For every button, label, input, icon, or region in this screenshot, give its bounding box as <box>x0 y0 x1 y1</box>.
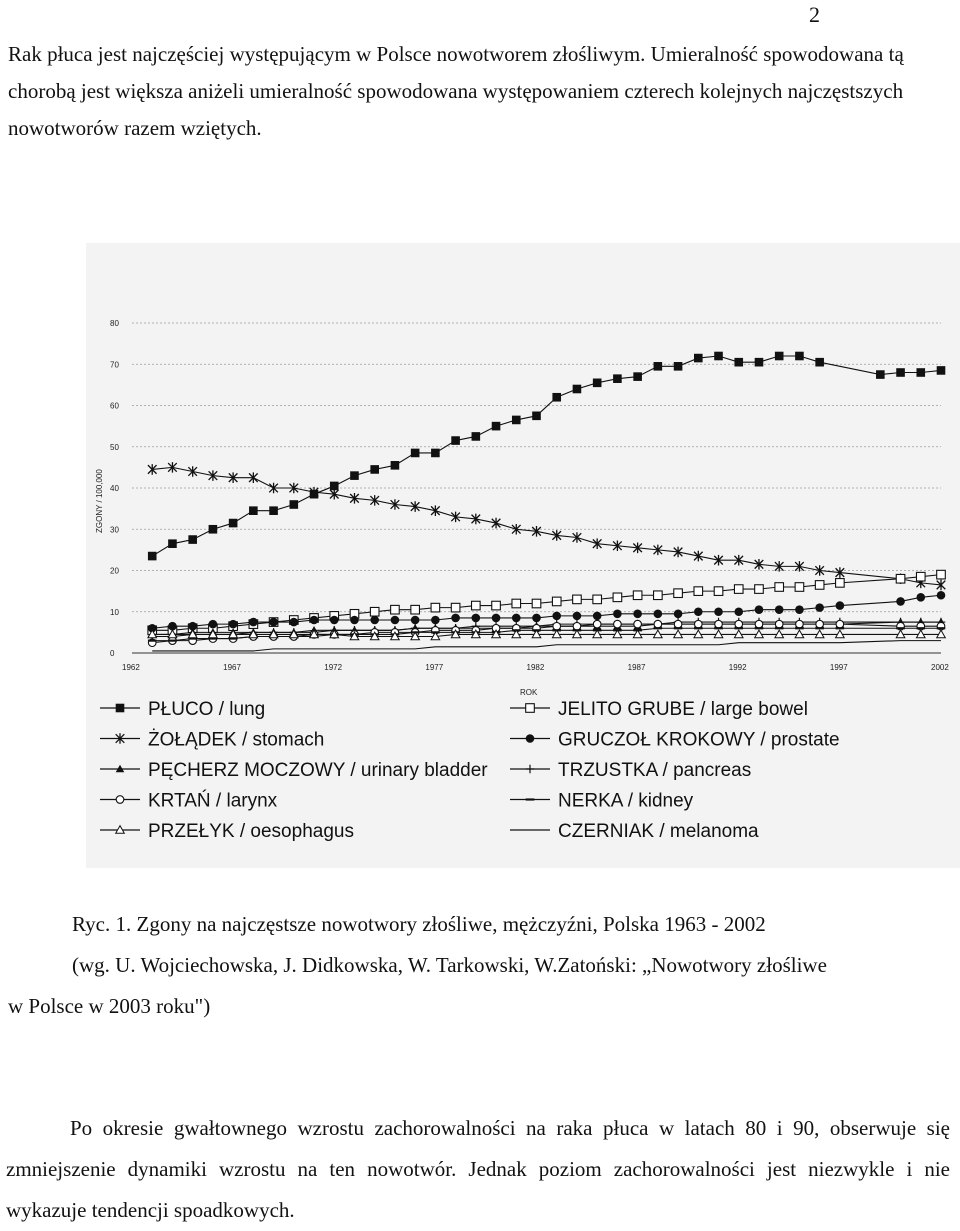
point-larynx <box>654 620 662 628</box>
point-prostate <box>451 614 460 623</box>
legend-entry <box>510 821 759 842</box>
point-lung <box>148 552 157 561</box>
point-larynx <box>573 622 581 630</box>
point-lung <box>896 368 905 377</box>
point-prostate <box>411 616 420 625</box>
point-prostate <box>492 614 501 623</box>
point-prostate <box>310 616 319 625</box>
legend-entry <box>100 760 488 781</box>
y-tick-label: 0 <box>110 649 115 658</box>
x-tick-label: 1977 <box>425 663 444 672</box>
point-prostate <box>593 612 602 621</box>
point-larynx <box>735 620 743 628</box>
x-tick-label: 1967 <box>223 663 241 672</box>
legend-label: PRZEŁYK / oesophagus <box>148 821 354 842</box>
y-tick-label: 70 <box>110 360 119 370</box>
point-prostate <box>573 612 582 621</box>
point-prostate <box>674 610 683 619</box>
point-lung <box>795 352 804 361</box>
chart-legend <box>100 699 840 842</box>
legend-entry <box>100 791 278 812</box>
point-prostate <box>734 607 743 616</box>
point-prostate <box>290 618 299 627</box>
chart-svg <box>86 243 960 868</box>
point-larynx <box>614 620 622 628</box>
legend-entry <box>100 699 265 720</box>
point-stomach <box>492 518 501 529</box>
point-prostate <box>937 591 946 600</box>
point-prostate <box>795 605 804 614</box>
point-stomach <box>188 466 197 477</box>
legend-entry <box>100 730 324 751</box>
point-prostate <box>532 614 541 623</box>
point-large-bowel <box>755 585 764 594</box>
point-lung <box>512 416 521 425</box>
point-large-bowel <box>795 583 804 592</box>
point-lung <box>391 461 400 470</box>
point-larynx <box>674 620 682 628</box>
point-large-bowel <box>431 603 440 612</box>
point-prostate <box>350 616 359 625</box>
point-large-bowel <box>370 607 379 616</box>
legend-entry <box>100 821 354 842</box>
point-prostate <box>896 597 905 606</box>
point-large-bowel <box>512 599 521 608</box>
point-prostate <box>209 620 218 629</box>
point-lung <box>937 366 946 375</box>
series-line-melanoma <box>152 641 941 651</box>
point-prostate <box>472 614 481 623</box>
point-large-bowel <box>654 591 663 600</box>
point-lung <box>532 412 541 421</box>
point-lung <box>654 362 663 371</box>
point-larynx <box>816 620 824 628</box>
legend-label: NERKA / kidney <box>558 790 694 812</box>
point-lung <box>350 471 359 480</box>
series-line-lung <box>152 356 941 556</box>
point-stomach <box>694 551 703 562</box>
y-tick-label: 20 <box>110 566 119 576</box>
legend-label: TRZUSTKA / pancreas <box>558 760 752 781</box>
point-prostate <box>755 605 764 614</box>
chart-figure <box>86 243 960 868</box>
point-lung <box>249 506 258 515</box>
point-prostate <box>370 616 379 625</box>
point-large-bowel <box>573 595 582 604</box>
legend-marker <box>526 765 535 774</box>
x-tick-label: 2002 <box>931 663 949 672</box>
point-large-bowel <box>552 597 561 606</box>
point-prostate <box>714 607 723 616</box>
figure-caption-line-1: Ryc. 1. Zgony na najczęstsze nowotwory złośliwe, mężczyźni, Polska 1963 - 2002 <box>72 912 766 936</box>
point-lung <box>876 370 885 379</box>
legend-marker <box>116 704 125 713</box>
point-large-bowel <box>411 605 420 614</box>
point-large-bowel <box>937 570 946 579</box>
point-large-bowel <box>451 603 460 612</box>
x-tick-label: 1997 <box>829 663 848 672</box>
point-prostate <box>249 618 258 627</box>
point-lung <box>188 535 197 544</box>
body-paragraph: Po okresie gwałtownego wzrostu zachorowalności na raka płuca w latach 80 i 90, obserwuje się zmniejszenie dynamiki wzrostu na ten nowotwór. Jednak poziom zachorowalności jest niezwykle i nie wykazuje tendencji spoadkowych. <box>6 1116 950 1222</box>
point-lung <box>229 519 238 528</box>
x-tick-label: 1992 <box>728 663 747 672</box>
legend-label: JELITO GRUBE / large bowel <box>558 699 808 720</box>
y-axis-title: ZGONY / 100,000 <box>95 469 104 533</box>
point-lung <box>775 352 784 361</box>
page-number: 2 <box>809 2 820 27</box>
figure-caption-line-2: (wg. U. Wojciechowska, J. Didkowska, W. Tarkowski, W.Zatoński: „Nowotwory złośliwe <box>72 953 827 977</box>
y-tick-label: 80 <box>110 319 119 328</box>
point-large-bowel <box>714 587 723 596</box>
point-lung <box>411 449 420 458</box>
point-large-bowel <box>694 587 703 596</box>
intro-paragraph: Rak płuca jest najczęściej występującym w Polsce nowotworem złośliwym. Umieralność spowodowana tą chorobą jest większa aniżeli umieralność spowodowana występowaniem czterech kolejnych najczęstszych nowotworów razem wziętych. <box>8 42 904 140</box>
point-large-bowel <box>391 605 400 614</box>
chart-axes <box>95 319 949 697</box>
legend-label: CZERNIAK / melanoma <box>558 821 759 842</box>
point-prostate <box>836 601 845 610</box>
point-lung <box>269 506 278 515</box>
point-larynx <box>775 620 783 628</box>
legend-label: KRTAŃ / larynx <box>148 790 278 812</box>
point-lung <box>472 432 481 441</box>
point-prostate <box>694 607 703 616</box>
point-large-bowel <box>836 579 845 588</box>
point-large-bowel <box>775 583 784 592</box>
point-large-bowel <box>916 572 925 581</box>
point-prostate <box>775 605 784 614</box>
point-larynx <box>796 620 804 628</box>
point-large-bowel <box>472 601 481 610</box>
point-lung <box>573 385 582 394</box>
point-prostate <box>654 610 663 619</box>
point-larynx <box>836 620 844 628</box>
point-large-bowel <box>674 589 683 598</box>
point-large-bowel <box>492 601 501 610</box>
x-tick-label: 1962 <box>122 663 140 672</box>
point-larynx <box>715 620 723 628</box>
point-lung <box>916 368 925 377</box>
x-axis-title: ROK <box>520 688 538 697</box>
point-prostate <box>815 603 824 612</box>
point-lung <box>168 539 177 548</box>
point-larynx <box>755 620 763 628</box>
x-tick-label: 1972 <box>324 663 343 672</box>
legend-entry <box>510 699 808 720</box>
x-tick-label: 1982 <box>526 663 545 672</box>
legend-label: ŻOŁĄDEK / stomach <box>148 729 325 751</box>
point-large-bowel <box>593 595 602 604</box>
legend-label: PĘCHERZ MOCZOWY / urinary bladder <box>148 760 488 781</box>
point-prostate <box>552 612 561 621</box>
point-lung <box>492 422 501 431</box>
point-lung <box>451 436 460 445</box>
point-prostate <box>229 620 238 629</box>
legend-marker <box>526 704 535 713</box>
y-tick-label: 30 <box>110 525 119 535</box>
point-prostate <box>391 616 400 625</box>
point-large-bowel <box>734 585 743 594</box>
point-prostate <box>269 618 278 627</box>
point-stomach <box>431 505 440 516</box>
legend-entry <box>510 730 840 751</box>
point-large-bowel <box>633 591 642 600</box>
y-tick-label: 60 <box>110 401 119 411</box>
legend-label: PŁUCO / lung <box>148 699 266 720</box>
point-prostate <box>512 614 521 623</box>
point-lung <box>815 358 824 367</box>
point-prostate <box>633 610 642 619</box>
legend-label: GRUCZOŁ KROKOWY / prostate <box>558 729 840 751</box>
point-large-bowel <box>815 581 824 590</box>
y-tick-label: 50 <box>110 442 119 452</box>
point-lung <box>714 352 723 361</box>
point-lung <box>755 358 764 367</box>
y-tick-label: 40 <box>110 484 119 493</box>
chart-series <box>148 352 945 651</box>
point-larynx <box>593 620 601 628</box>
point-lung <box>431 449 440 458</box>
point-prostate <box>330 616 339 625</box>
point-larynx <box>695 620 703 628</box>
point-lung <box>552 393 561 402</box>
legend-entry <box>510 791 694 812</box>
point-large-bowel <box>613 593 622 602</box>
x-tick-label: 1987 <box>627 663 646 672</box>
point-lung <box>633 372 642 381</box>
point-lung <box>674 362 683 371</box>
point-large-bowel <box>896 574 905 583</box>
point-larynx <box>553 622 561 630</box>
point-large-bowel <box>532 599 541 608</box>
point-larynx <box>634 620 642 628</box>
point-prostate <box>431 616 440 625</box>
point-lung <box>370 465 379 474</box>
point-lung <box>290 500 299 509</box>
point-lung <box>734 358 743 367</box>
point-lung <box>593 379 602 388</box>
legend-marker <box>526 734 535 743</box>
y-tick-label: 10 <box>110 607 119 617</box>
point-lung <box>694 354 703 363</box>
point-prostate <box>613 610 622 619</box>
point-lung <box>613 374 622 383</box>
point-lung <box>209 525 218 534</box>
figure-caption-line-3: w Polsce w 2003 roku") <box>8 994 211 1018</box>
legend-marker <box>116 796 124 804</box>
point-prostate <box>916 593 925 602</box>
legend-entry <box>510 760 751 781</box>
